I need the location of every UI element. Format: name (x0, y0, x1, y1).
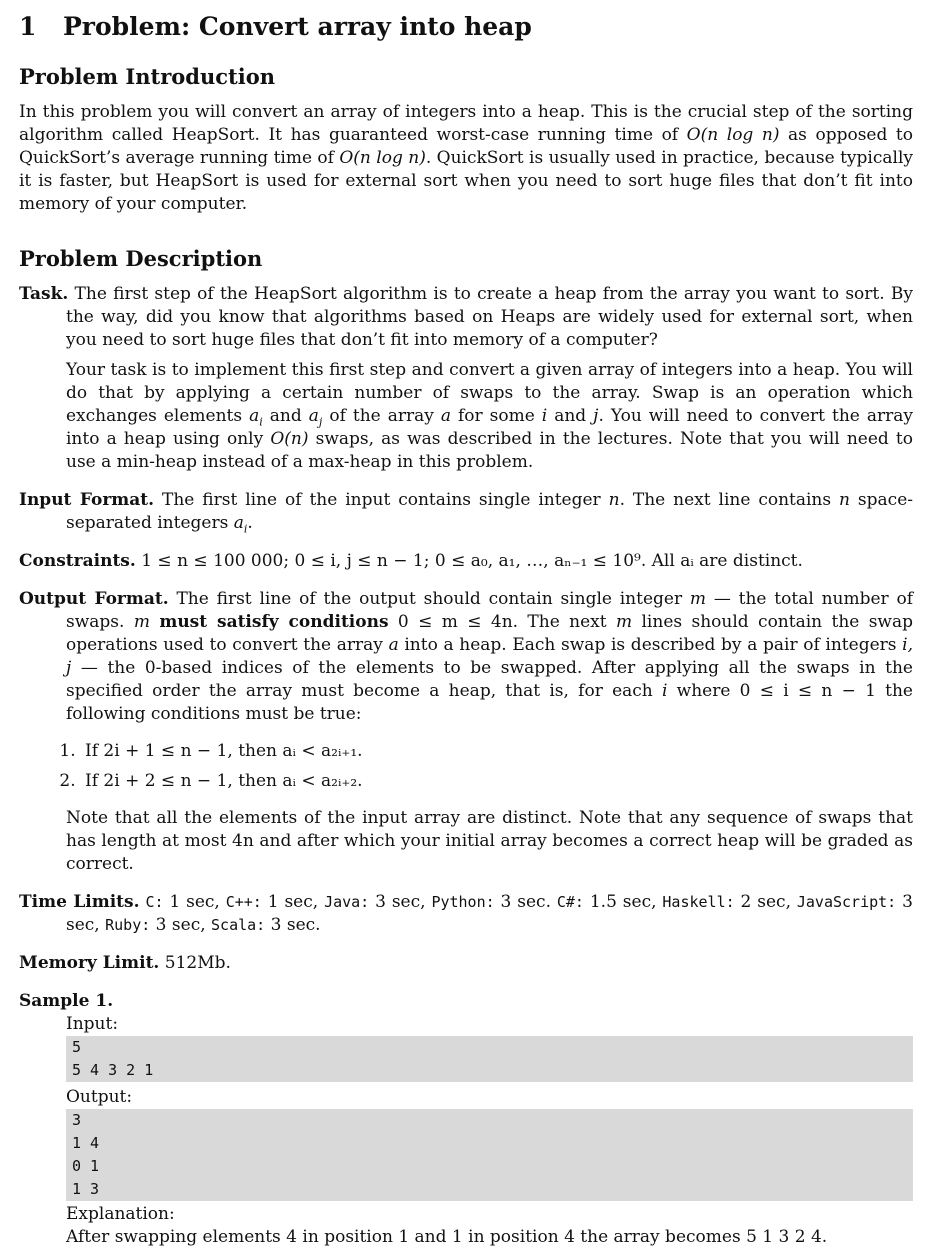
input-line: 5 4 3 2 1 (72, 1061, 154, 1079)
sample-label: Sample 1. (19, 991, 114, 1011)
condition-item: 2. If 2i + 2 ≤ n − 1, then aᵢ < a₂ᵢ₊₂. (81, 770, 913, 793)
sample-block (19, 1013, 913, 1249)
output-format-label: Output Format. (19, 589, 169, 609)
memory-limit-label: Memory Limit. (19, 953, 160, 973)
constraints-paragraph: Constraints. 1 ≤ n ≤ 100 000; 0 ≤ i, j ≤ n − 1; 0 ≤ a₀, a₁, …, aₙ₋₁ ≤ 10⁹. All aᵢ are distinct. (19, 551, 803, 571)
output-line: 0 1 (72, 1157, 100, 1175)
input-format-paragraph: Input Format. The first line of the input contains single integer n. The next line contains n space-separated integers $a_i$. (19, 490, 913, 536)
constraints-label: Constraints. (19, 551, 136, 571)
note-paragraph: Note that all the elements of the input array are distinct. Note that any sequence of swaps that has length at most 4n and after which your initial array becomes a correct heap will be graded as correct. (66, 808, 913, 874)
explanation-label: Explanation: (66, 1204, 175, 1224)
intro-heading: Problem Introduction (19, 64, 275, 89)
input-format-label: Input Format. (19, 490, 155, 510)
document-page (19, 10, 913, 1249)
sample-output-box (66, 1109, 913, 1201)
output-line: 3 (72, 1111, 82, 1129)
output-line: 1 4 (72, 1134, 100, 1152)
section-title (19, 10, 913, 44)
input-line: 5 (72, 1038, 82, 1056)
task-paragraph-2: Your task is to implement this first step and convert a given array of integers into a heap. You will do that by applying a certain number of swaps to the array. Swap is an operation which exchanges elements $a_i$ and $a_j$ of the array a for some i and j. You will need to convert the array into a heap using only O(n) swaps, as was described in the lectures. Note that you will need to use a min-heap instead of a max-heap in this problem. (66, 360, 913, 472)
time-limits-paragraph: Time Limits. C: 1 sec, C++: 1 sec, Java: 3 sec, Python: 3 sec. C#: 1.5 sec, Haskell: 2 sec, JavaScript: 3 sec, Ruby: 3 sec, Scala: 3 sec. (19, 892, 913, 935)
memory-limit-paragraph: Memory Limit. 512Mb. (19, 953, 231, 973)
task-label: Task. (19, 284, 69, 304)
intro-paragraph: In this problem you will convert an array of integers into a heap. This is the crucial step of the sorting algorithm called HeapSort. It has guaranteed worst-case running time of O(n log n) as opposed to QuickSort’s average running time of O(n log n). QuickSort is usually used in practice, because typically it is faster, but HeapSort is used for external sort when you need to sort huge files that don’t fit into memory of your computer. (19, 102, 913, 214)
time-limits-label: Time Limits. (19, 892, 140, 912)
sample-input-label: Input: (66, 1014, 119, 1034)
description-heading: Problem Description (19, 246, 263, 271)
section-number: 1 (19, 12, 37, 41)
output-format-paragraph: Output Format. The first line of the output should contain single integer m — the total number of swaps. m must satisfy conditions 0 ≤ m ≤ 4n. The next m lines should contain the swap operations used to convert the array a into a heap. Each swap is described by a pair of integers i, j — the 0-based indices of the elements to be swapped. After applying all the swaps in the specified order the array must become a heap, that is, for each i where 0 ≤ i ≤ n − 1 the following conditions must be true: (19, 589, 914, 724)
sample-output-label: Output: (66, 1087, 133, 1107)
task-paragraph: Task. The first step of the HeapSort algorithm is to create a heap from the array you want to sort. By the way, did you know that algorithms based on Heaps are widely used for external sort, when you need to sort huge files that don’t fit into memory of a computer? (19, 284, 913, 350)
output-line: 1 3 (72, 1180, 100, 1198)
heap-conditions-list (19, 740, 913, 793)
sample-input-box (66, 1036, 913, 1082)
section-title-text: Problem: Convert array into heap (63, 12, 532, 41)
explanation-text: After swapping elements 4 in position 1 and 1 in position 4 the array becomes 5 1 3 2 4. (66, 1227, 828, 1247)
condition-item: 1. If 2i + 1 ≤ n − 1, then aᵢ < a₂ᵢ₊₁. (81, 740, 913, 763)
